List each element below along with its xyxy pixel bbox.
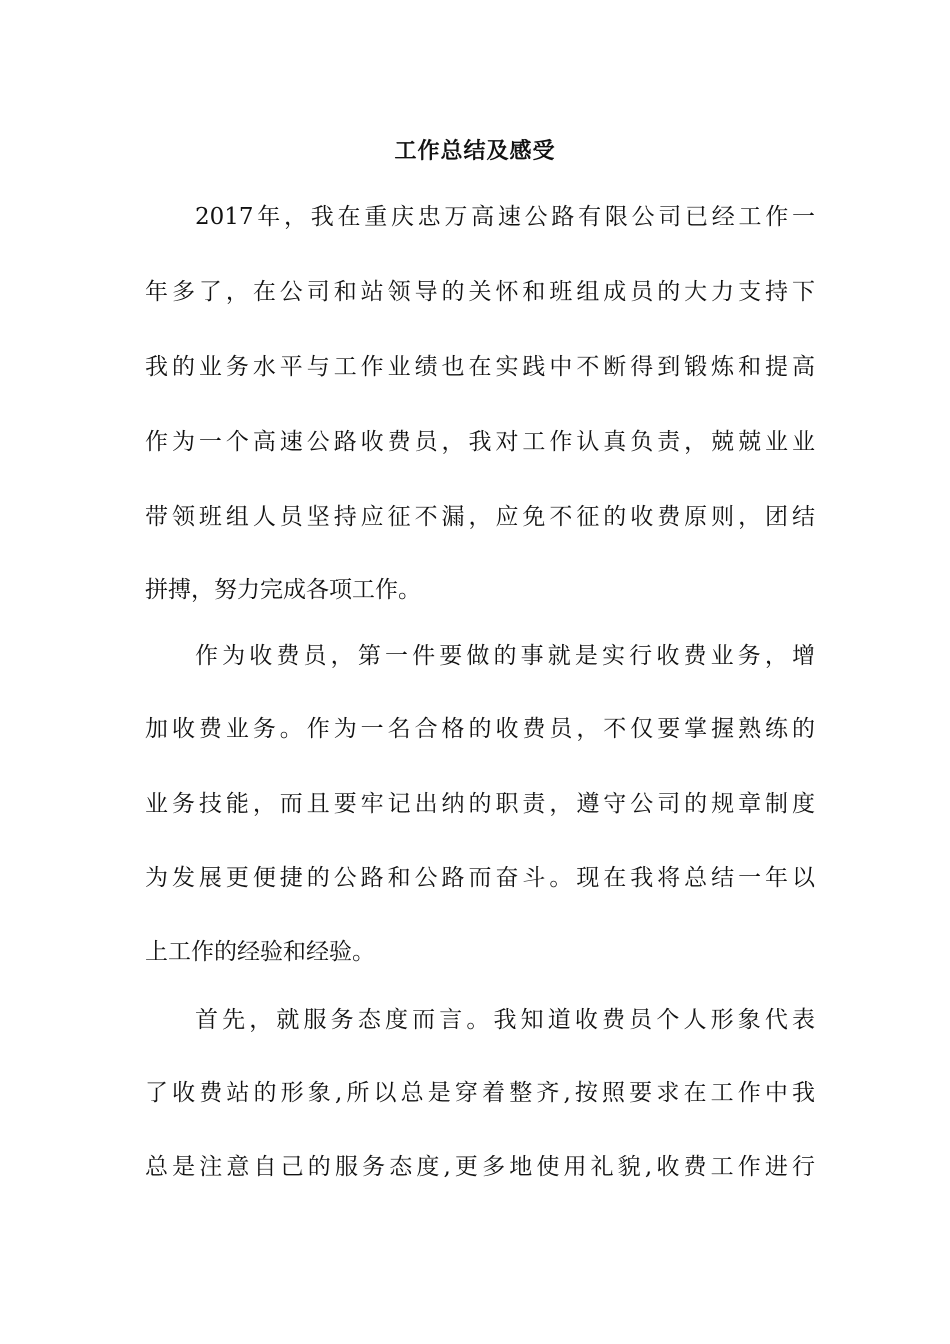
document-title: 工作总结及感受 (394, 139, 556, 164)
paragraph-2-line-3: 业务技能，而且要牢记出纳的职责，遵守公司的规章制度 (145, 791, 815, 817)
paragraph-3-line-1: 首先，就服务态度而言。我知道收费员个人形象代表 (195, 1007, 815, 1033)
paragraph-3-line-2: 了收费站的形象,所以总是穿着整齐,按照要求在工作中我 (145, 1080, 815, 1106)
paragraph-1-line-5: 带领班组人员坚持应征不漏，应免不征的收费原则，团结 (145, 504, 815, 530)
paragraph-2-line-5: 上工作的经验和经验。 (145, 939, 375, 965)
paragraph-1-line-1: 2017年，我在重庆忠万高速公路有限公司已经工作一 (195, 204, 815, 230)
paragraph-2-line-2: 加收费业务。作为一名合格的收费员，不仅要掌握熟练的 (145, 716, 815, 742)
paragraph-1-line-6: 拼搏，努力完成各项工作。 (145, 577, 421, 603)
paragraph-2-line-4: 为发展更便捷的公路和公路而奋斗。现在我将总结一年以 (145, 865, 815, 891)
paragraph-1-line-4: 作为一个高速公路收费员，我对工作认真负责，兢兢业业 (145, 429, 815, 455)
paragraph-1-line-2: 年多了，在公司和站领导的关怀和班组成员的大力支持下 (145, 279, 815, 305)
paragraph-2-line-1: 作为收费员，第一件要做的事就是实行收费业务，增 (195, 643, 815, 669)
paragraph-1-line-3: 我的业务水平与工作业绩也在实践中不断得到锻炼和提高 (145, 354, 815, 380)
paragraph-3-line-3: 总是注意自己的服务态度,更多地使用礼貌,收费工作进行 (145, 1154, 815, 1180)
